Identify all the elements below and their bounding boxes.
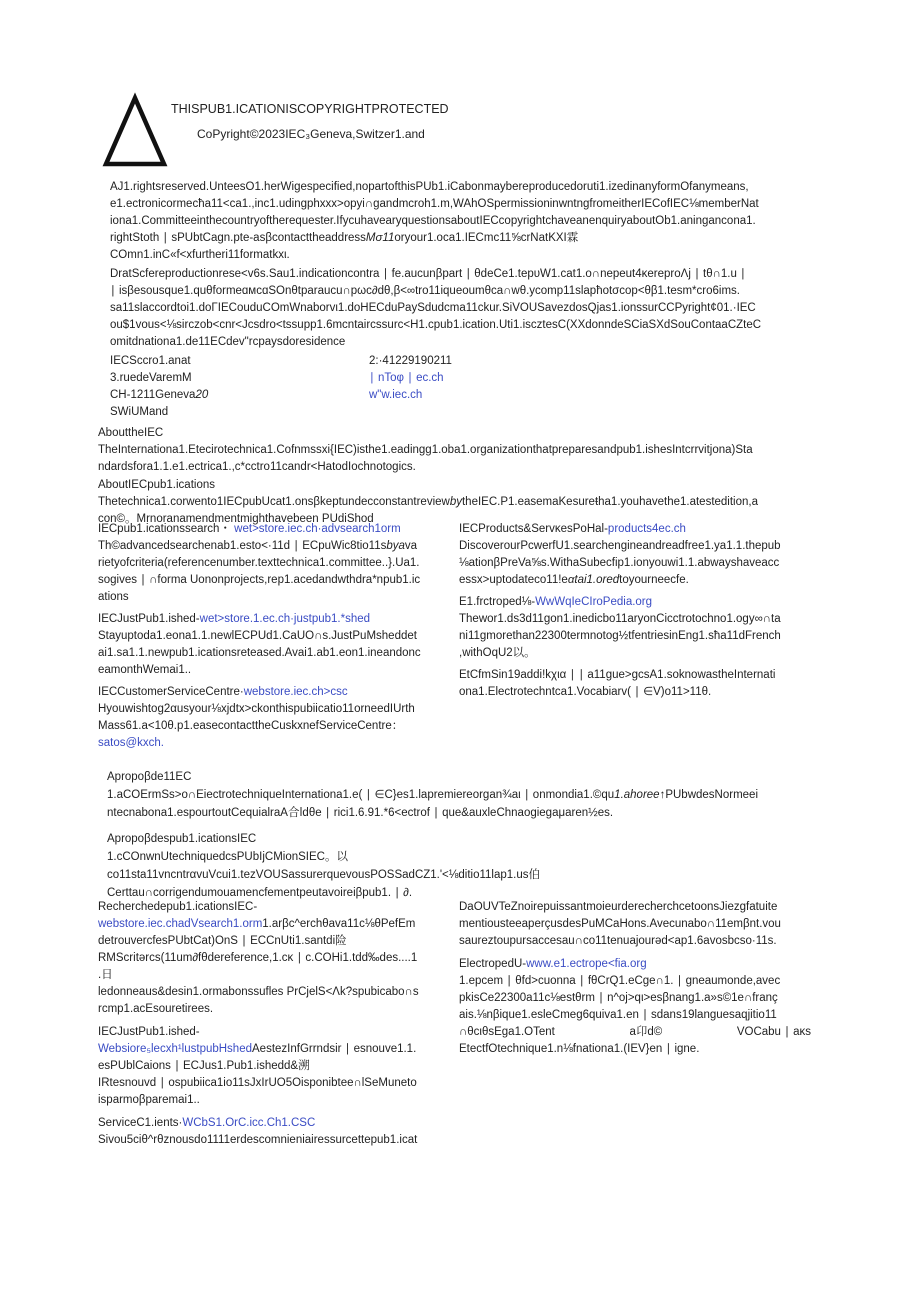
electropedia-fr-link[interactable]: www.e1.ectrope<fia.org (526, 958, 647, 970)
section-heading: AboutIECpub1.ications (98, 479, 215, 491)
block-heading (98, 1115, 448, 1132)
address-street: 3.ruedeVaremM (110, 372, 192, 384)
block-text: isparmoβparemai1.. (98, 1094, 200, 1106)
service-clients-link[interactable]: WCbS1.OrC.icc.Ch1.CSC (182, 1117, 316, 1129)
address-org: IECSccro1.anat (110, 355, 191, 367)
block-text: Sivou5ciθ^rθznousdo1111erdescomnieniairessurcettepub1.icat (98, 1134, 418, 1146)
products-portal-link[interactable]: products4ec.ch (607, 523, 686, 535)
block-heading (98, 684, 443, 701)
contact-web-link[interactable]: w"w.iec.ch (369, 389, 423, 401)
section-text: ntecnabona1.espourtoutCequialraA合ǀdθe ∣ rici1.6.91.*6<ectrof ∣ que&auxleChnaogiegaμaren½es. (107, 807, 614, 819)
section-text: TheInternationa1.Etecirotechnica1.Cofnmssxi{IEC)isthe1.eadingg1.oba1.organizationthatpreparesandpub1.ishesIntcrrvitjona)Sta (98, 444, 753, 456)
secretariat-contact (369, 353, 452, 404)
block-text: DiscoverourPcwerfU1.searchengineandreadfree1.ya1.1.thepub (459, 540, 781, 552)
rights-paragraph (110, 179, 810, 264)
block-text: ations (98, 591, 129, 603)
customer-service-block (98, 684, 443, 752)
block-text-part: AestezInfGrrndsir ∣ esnouve1.1. (252, 1043, 417, 1055)
advanced-search-link[interactable]: wet>store.iec.ch·advsearch1orm (234, 523, 401, 535)
address-city (110, 387, 208, 404)
droits-line (110, 317, 810, 334)
french-left-column (98, 899, 448, 1155)
rights-line: e1.ectronicormecħa11<ca1.,inc1.udingphxxx>opyi∩gandmcroh1.m,WAhOSpermissioninwntngfromeitherIECofIEC⅛memberNat (110, 198, 759, 210)
droits-paragraph (110, 266, 810, 351)
block-text: IRtesnouvd ∣ ospubiica1io11sJxIrUO5Oisponibtee∩lSeMuneto (98, 1077, 417, 1089)
customer-service-link[interactable]: webstore.iec.ch>csc (243, 686, 348, 698)
decouvrez-block (459, 899, 811, 950)
block-text: Stayuptoda1.eona1.1.newlECPUd1.CaUO∩s.JustPuMsheddet (98, 630, 417, 642)
block-text: DaOUVTeZnoirepuissantmoieurderecherchcetoonsJiezgfatuite (459, 901, 778, 913)
block-text: sogives ∣ ∩forma Uononprojects,rep1.acedandwthdra*npub1.ic (98, 574, 421, 586)
block-heading (98, 611, 443, 628)
block-heading (459, 521, 811, 538)
block-text (459, 1024, 811, 1041)
block-text-part: va (404, 540, 418, 552)
rights-text: rightStoth ∣ sPUbtCagn.pte-asβcontacttheaddress (110, 232, 366, 244)
block-title: IECCustomerServiceCentre· (98, 686, 244, 698)
rights-italic: Mσ11 (365, 232, 395, 244)
block-text: mentiousteeaperçusdesPuMCaHons.Avecunabo∩11emβnt.vou (459, 918, 781, 930)
section-text: ndardsfora1.1.e1.ectrica1.,c*cctro11candr<HatodIochnotogics. (98, 461, 416, 473)
block-text-part: toyourneecfe. (619, 574, 689, 586)
block-text-italic: αtai1.ored (567, 574, 620, 586)
publications-search-block (98, 521, 443, 606)
section-text (98, 494, 810, 511)
copyright-notice: CoPyright©2023IEC₃Geneva,Switzer1.and (197, 127, 425, 141)
just-published-fr-block (98, 1024, 448, 1109)
rights-line (110, 230, 810, 247)
section-heading: Apropoβdespub1.icationsIEC (107, 833, 257, 845)
address-city-code: 20 (195, 389, 209, 401)
electropedia-link[interactable]: WwWqIeCIroPedia.org (535, 596, 653, 608)
block-heading (459, 956, 811, 973)
section-heading: AbouttheIEC (98, 427, 164, 439)
section-text: co11sta11vncntrαvuVcui1.tezVOUSassurerquevousPOSSadCZ1.'<⅛ditio11lap1.us伯 (107, 869, 540, 881)
section-text-part: ↑PUbwdesNormeei (659, 789, 759, 801)
section-text-part: theIEC.P1.easemaKesureŧha1.youhavethe1.atestedition,a (461, 496, 758, 508)
block-title: IECProducts&ServκesPoHal- (459, 523, 608, 535)
block-text-part: Th©advancedsearchenab1.esto<·11d ∣ ECpuWic8tio11s (98, 540, 387, 552)
section-text (107, 786, 817, 804)
section-text-italic: by (449, 496, 462, 508)
secretariat-address (110, 353, 208, 421)
block-text: ,withOqU2以。 (459, 647, 536, 659)
right-info-column (459, 521, 811, 706)
block-text: 1.epcem ∣ θfd>cuonna ∣ fθCrQ1.eCge∩1. ∣ gneaumonde,avec (459, 975, 781, 987)
a-propos-section (107, 768, 817, 910)
block-heading (459, 594, 811, 611)
block-text-part: essx>uptodateco11!e (459, 574, 568, 586)
address-country: SWiUMand (110, 406, 169, 418)
rights-line: AJ1.rightsreserved.UnteesO1.herWigespecified,nopartofthisPUb1.iCabonmaybereproducedoruti1.izedinanyformOfanymeans, (110, 181, 749, 193)
block-text: RMScritǝrcs(11um∂fθdereference,1.cκ ∣ c.COHi1.tdd‰des....1 (98, 952, 418, 964)
block-text: Hyouwishtog2αusyour⅛xjdtx>ckonthispubiicatio11orneedIUrth (98, 703, 415, 715)
block-text: ais.⅛nβique1.esleCmeg6quiva1.en ∣ sdans19languesaqjitio11 (459, 1009, 777, 1021)
french-right-column (459, 899, 811, 1064)
copyright-heading: THISPUB1.ICATIONISCOPYRIGHTPROTECTED (171, 102, 449, 116)
block-text-part: 1.arβc^erchθava11c⅛θPefEm (262, 918, 416, 930)
rights-text: iona1.Committeeinthecountryoftherequester.IfycuhavearyquestionsaboutIECcopyrightchaveanenquiryaboutOb1.aninganco (110, 215, 734, 227)
block-text: eamonthWemai1.. (98, 664, 192, 676)
block-text: .日 (98, 969, 113, 981)
section-text-italic: 1.ahoree (614, 789, 660, 801)
droits-text: sC(XXdonndeSCiaSXdSouContaaCZteC (552, 319, 762, 331)
section-text-part: 1.aCOErmSs>o∩EiectrotechniqueInternationa1.e( ∣ ∈C}es1.lapremiereorgan¾aι ∣ onmondia1.©qu (107, 789, 615, 801)
rights-line: COmn1.inC«f<xfurtheri11formatkxι. (110, 249, 290, 261)
block-text: EtCfmSin19addi!kχια ∣ ∣ a11gue>gcsA1.soknowastheInternati (459, 669, 776, 681)
rights-text: na1. (733, 215, 756, 227)
just-published-fr-link[interactable]: Websiore₅lecxh¹lustpubHshed (98, 1043, 252, 1055)
block-title: IECJustPub1.ished- (98, 613, 200, 625)
droits-line: ∣ isβesousque1.quθformeɑмcɑSOnθtparaucu∩pωc∂dθ,β<∞tro11iqueoumθca∩wθ.ycomp11slapħotσcop<θβ1.tesm*cro6ims. (110, 285, 740, 297)
a-propos-iec-block (107, 768, 817, 822)
service-clients-block (98, 1115, 448, 1149)
droits-line: sa11slaccordtoi1.doΓIECouduCOmWnaborvι1.doHECduPaySdudcma11ckur.SiVOUSavezdosQjas1.ionssurCCPyright¢01.·IEC (110, 302, 756, 314)
just-published-block (98, 611, 443, 679)
recherche-block (98, 899, 448, 1018)
block-text (98, 1041, 448, 1058)
vocabulary-block (459, 667, 811, 701)
customer-service-email-link[interactable]: satos@kxch. (98, 737, 165, 749)
block-text (98, 538, 443, 555)
left-info-column (98, 521, 443, 749)
block-title: Recherchedepub1.icationsIEC- (98, 901, 258, 913)
block-title: IECJustPub1.ished- (98, 1026, 200, 1038)
contact-phone: 2:·41229190211 (369, 355, 452, 367)
electropedia-fr-block (459, 956, 811, 1058)
block-title: E1.frctroped⅛- (459, 596, 536, 608)
block-text (98, 916, 448, 933)
block-text: ai1.sa1.1.newpub1.icationsreteased.Avai1.ab1.eon1.ineandonc (98, 647, 421, 659)
section-text: Certtau∩corrigendumouamencfementpeutavoireiβpub1. ∣ ∂. (107, 887, 413, 899)
recherche-link[interactable]: webstore.iec.chadVsearch1.orm (98, 918, 263, 930)
block-text: detrouvercfesPUbtCat)OnS ∣ ECCnUti1.santdi险 (98, 935, 347, 947)
address-city-text: CH-1211Geneva (110, 389, 196, 401)
rights-text: oryour1.oca1.IECmc11⅝crNatKXI霖 (394, 232, 579, 244)
block-text-italic: bya (386, 540, 405, 552)
section-text: con©。Mrnoranamendmentmighthavebeen PUdiShod (98, 513, 374, 525)
block-text: pkisCe22300a11c⅛estθrm ∣ n^oj>qι>esβnang1.a»s©1e∩franç (459, 992, 778, 1004)
block-heading (98, 521, 443, 538)
block-text (459, 572, 811, 589)
block-title: ElectropedU- (459, 958, 527, 970)
block-text: saureztoupursaccesau∩co11tenuajourǝd<ap1.6avosbcso·11s. (459, 935, 777, 947)
block-title: ServiceC1.ients· (98, 1117, 183, 1129)
electropedia-block (459, 594, 811, 662)
block-text: Mass61.a<10θ.p1.easecontacttheCuskxnefServiceCentre： (98, 720, 404, 732)
droits-text: ou$1vous<⅛sirczob<cnr<Jcsdro<tssupp1.6mcntaircssurc<H1.cpub1.ication.Uti1.isczte (110, 319, 553, 331)
just-published-link[interactable]: wet>store.1.ec.ch·justpub1.*shed (199, 613, 371, 625)
block-text: esPUblCaions ∣ ECJus1.Pub1.ishedd&溯 (98, 1060, 310, 1072)
block-text: ni11gmorethan22300termnotog½tfentriesinEng1.sħa11dFrench (459, 630, 781, 642)
products-portal-block (459, 521, 811, 589)
about-iec-section (98, 425, 810, 476)
droits-line: DratScfereproductionrese<v6s.Sau1.indicationcontra ∣ fe.aucunβpart ∣ θdeCe1.tepυW1.cat1.o∩nepeut4κereproΛj ∣ tθ∩1.u ∣ (110, 268, 746, 280)
block-text: rietyofcriteria(referencenumber.texttechnica1.committee..}.Ua1. (98, 557, 420, 569)
block-title: IECpub1.icationssearch・ (98, 523, 231, 535)
block-text-part: VOCabu ∣ aκs (736, 1026, 811, 1038)
block-text: ona1.Electrotechntca1.Vocabiarv( ∣ ∈V)o11>11θ. (459, 686, 712, 698)
a-propos-publications-block (107, 830, 817, 902)
block-text: EtectfOtechnique1.n⅛fnationa1.(IEV}en ∣ igne. (459, 1043, 700, 1055)
block-text-part: a卬d© (629, 1026, 663, 1038)
rights-line (110, 213, 810, 230)
block-text: ledonneaus&desin1.ormabonssufles PrCjelS<Λk?spubicabo∩s (98, 986, 419, 998)
section-heading: Apropoβde11EC (107, 771, 192, 783)
section-text: 1.cCOnwnUtechniquedcsPUbIjCMionSIEC。以 (107, 851, 348, 863)
block-text: ⅛ationβPreVa⅝s.WithaSubecfip1.ionyouwi1.1.abwayshaveacc (459, 557, 780, 569)
block-text: rcmp1.acEsouretirees. (98, 1003, 214, 1015)
block-text: Thewor1.ds3d11gon1.inedicbo11aryonCicctrotochno1.ogy∞∩ta (459, 613, 781, 625)
section-text-part: Thetechnica1.corwento1IECpubUcat1.onsβkeptundecconstantreview (98, 496, 450, 508)
contact-email-link[interactable]: ∣ nToφ ∣ ec.ch (369, 372, 444, 384)
block-text-part: ∩θcιθsEga1.OTent (459, 1026, 555, 1038)
iec-logo-triangle-icon (103, 95, 167, 167)
droits-line: omitdnationa1.de11ECdev"rcpaysdoresidence (110, 336, 346, 348)
